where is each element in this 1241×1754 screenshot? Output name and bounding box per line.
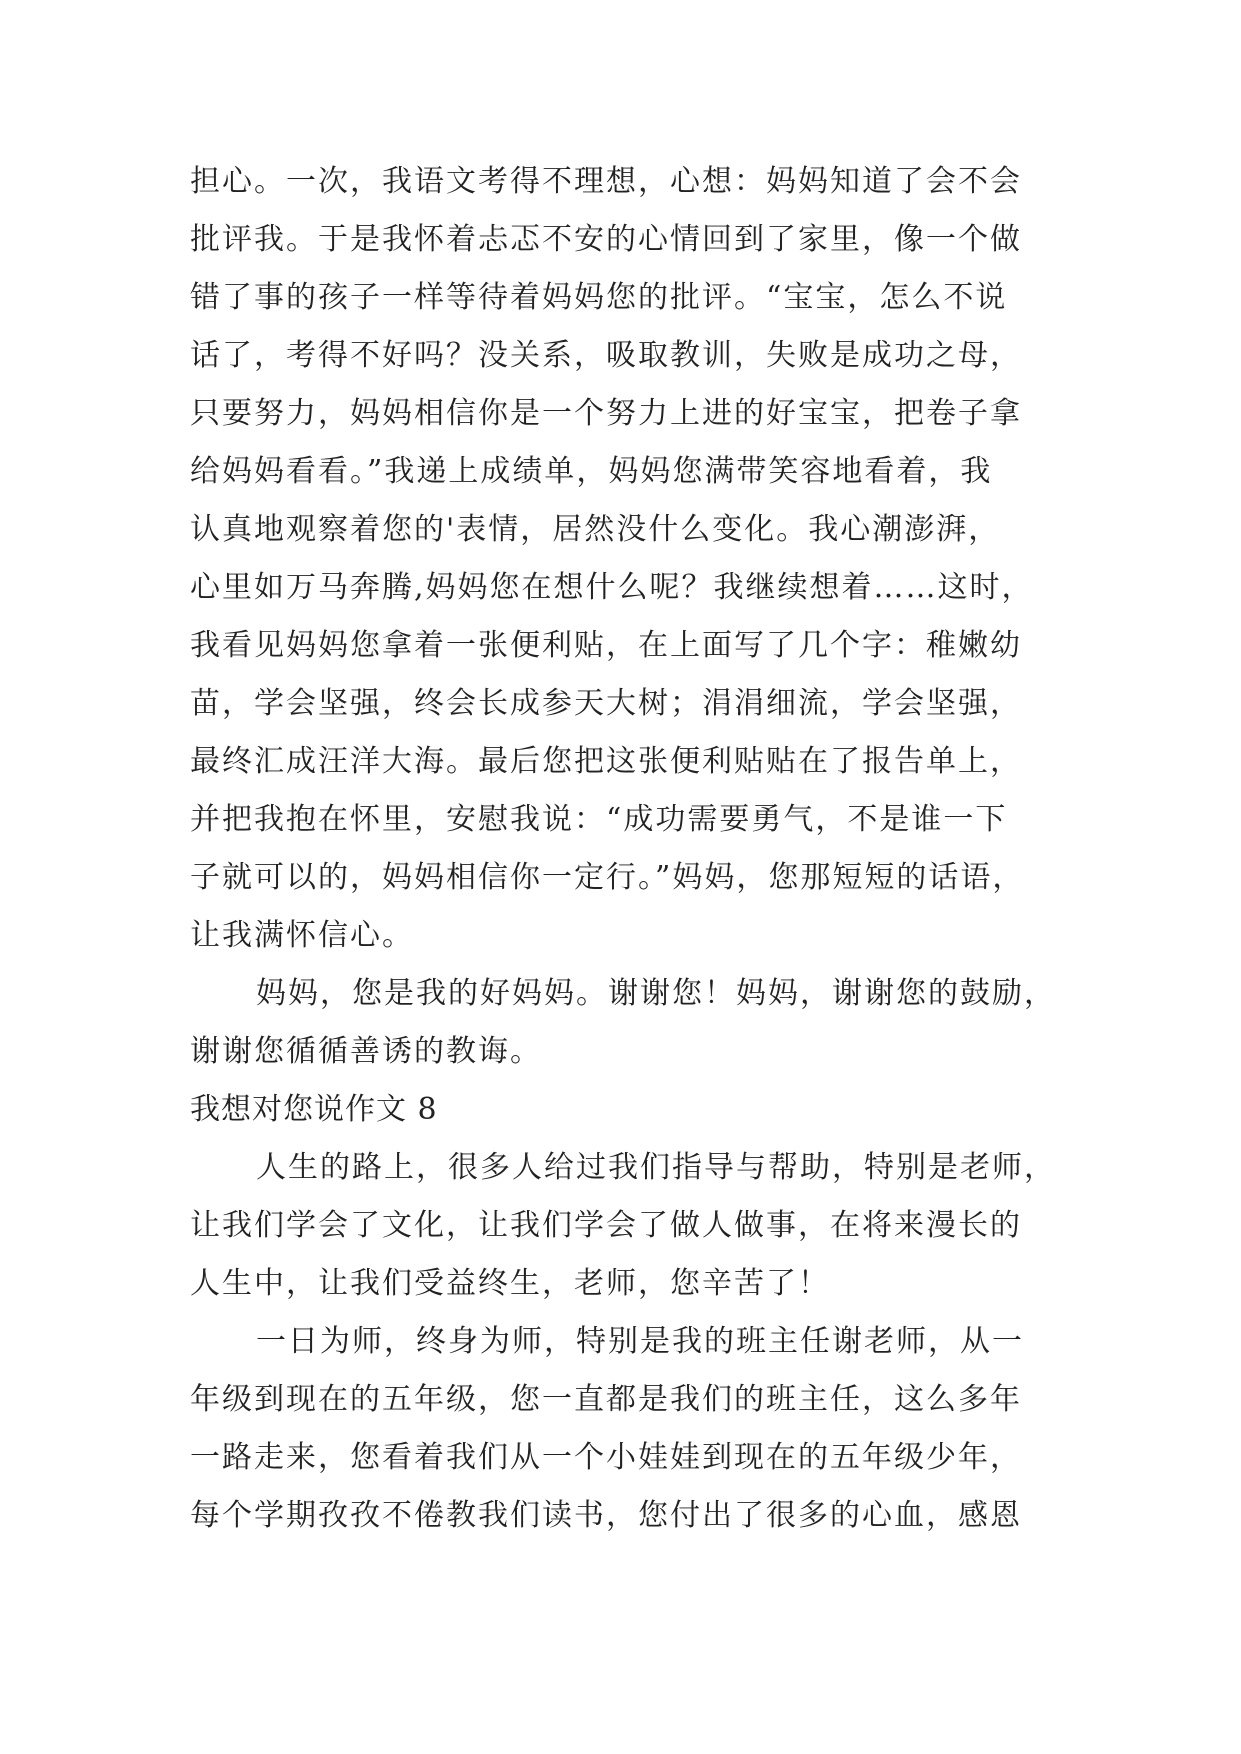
text-line: 最终汇成汪洋大海。最后您把这张便利贴贴在了报告单上， [190, 744, 1022, 779]
section-heading: 我想对您说作文 8 [190, 1092, 438, 1127]
text-line: 妈妈，您是我的好妈妈。谢谢您！妈妈，谢谢您的鼓励， [256, 976, 1056, 1011]
text-line: 只要努力，妈妈相信你是一个努力上进的好宝宝，把卷子拿 [190, 396, 1022, 431]
paragraph [190, 1313, 1070, 1545]
text-line: 认真地观察着您的'表情，居然没什么变化。我心潮澎湃， [190, 512, 1001, 547]
paragraph [190, 965, 1070, 1081]
text-line: 苗，学会坚强，终会长成参天大树；涓涓细流，学会坚强， [190, 686, 1022, 721]
text-line: 让我们学会了文化，让我们学会了做人做事，在将来漫长的 [190, 1208, 1022, 1243]
text-line: 错了事的孩子一样等待着妈妈您的批评。“宝宝，怎么不说 [190, 280, 1008, 315]
paragraph [190, 153, 1070, 965]
text-line: 并把我抱在怀里，安慰我说：“成功需要勇气，不是谁一下 [190, 802, 1008, 837]
text-line: 谢谢您循循善诱的教诲。 [190, 1034, 542, 1069]
text-line: 心里如万马奔腾,妈妈您在想什么呢？我继续想着……这时， [190, 570, 1034, 605]
paragraph [190, 1139, 1070, 1313]
text-line: 每个学期孜孜不倦教我们读书，您付出了很多的心血，感恩 [190, 1498, 1022, 1533]
text-line: 子就可以的，妈妈相信你一定行。”妈妈，您那短短的话语， [190, 860, 1025, 895]
text-line: 一路走来，您看着我们从一个小娃娃到现在的五年级少年， [190, 1440, 1022, 1475]
text-line: 我看见妈妈您拿着一张便利贴，在上面写了几个字：稚嫩幼 [190, 628, 1022, 663]
text-line: 批评我。于是我怀着忐忑不安的心情回到了家里，像一个做 [190, 222, 1022, 257]
document-body [190, 153, 1070, 1545]
text-line: 人生中，让我们受益终生，老师，您辛苦了！ [190, 1266, 830, 1301]
text-line: 话了，考得不好吗？没关系，吸取教训，失败是成功之母， [190, 338, 1022, 373]
text-line: 让我满怀信心。 [190, 918, 414, 953]
text-line: 担心。一次，我语文考得不理想，心想：妈妈知道了会不会 [190, 164, 1022, 199]
text-line: 给妈妈看看。”我递上成绩单，妈妈您满带笑容地看着，我 [190, 454, 993, 489]
text-line: 年级到现在的五年级，您一直都是我们的班主任，这么多年 [190, 1382, 1022, 1417]
text-line: 一日为师，终身为师，特别是我的班主任谢老师，从一 [256, 1324, 1024, 1359]
text-line: 人生的路上，很多人给过我们指导与帮助，特别是老师， [256, 1150, 1056, 1185]
